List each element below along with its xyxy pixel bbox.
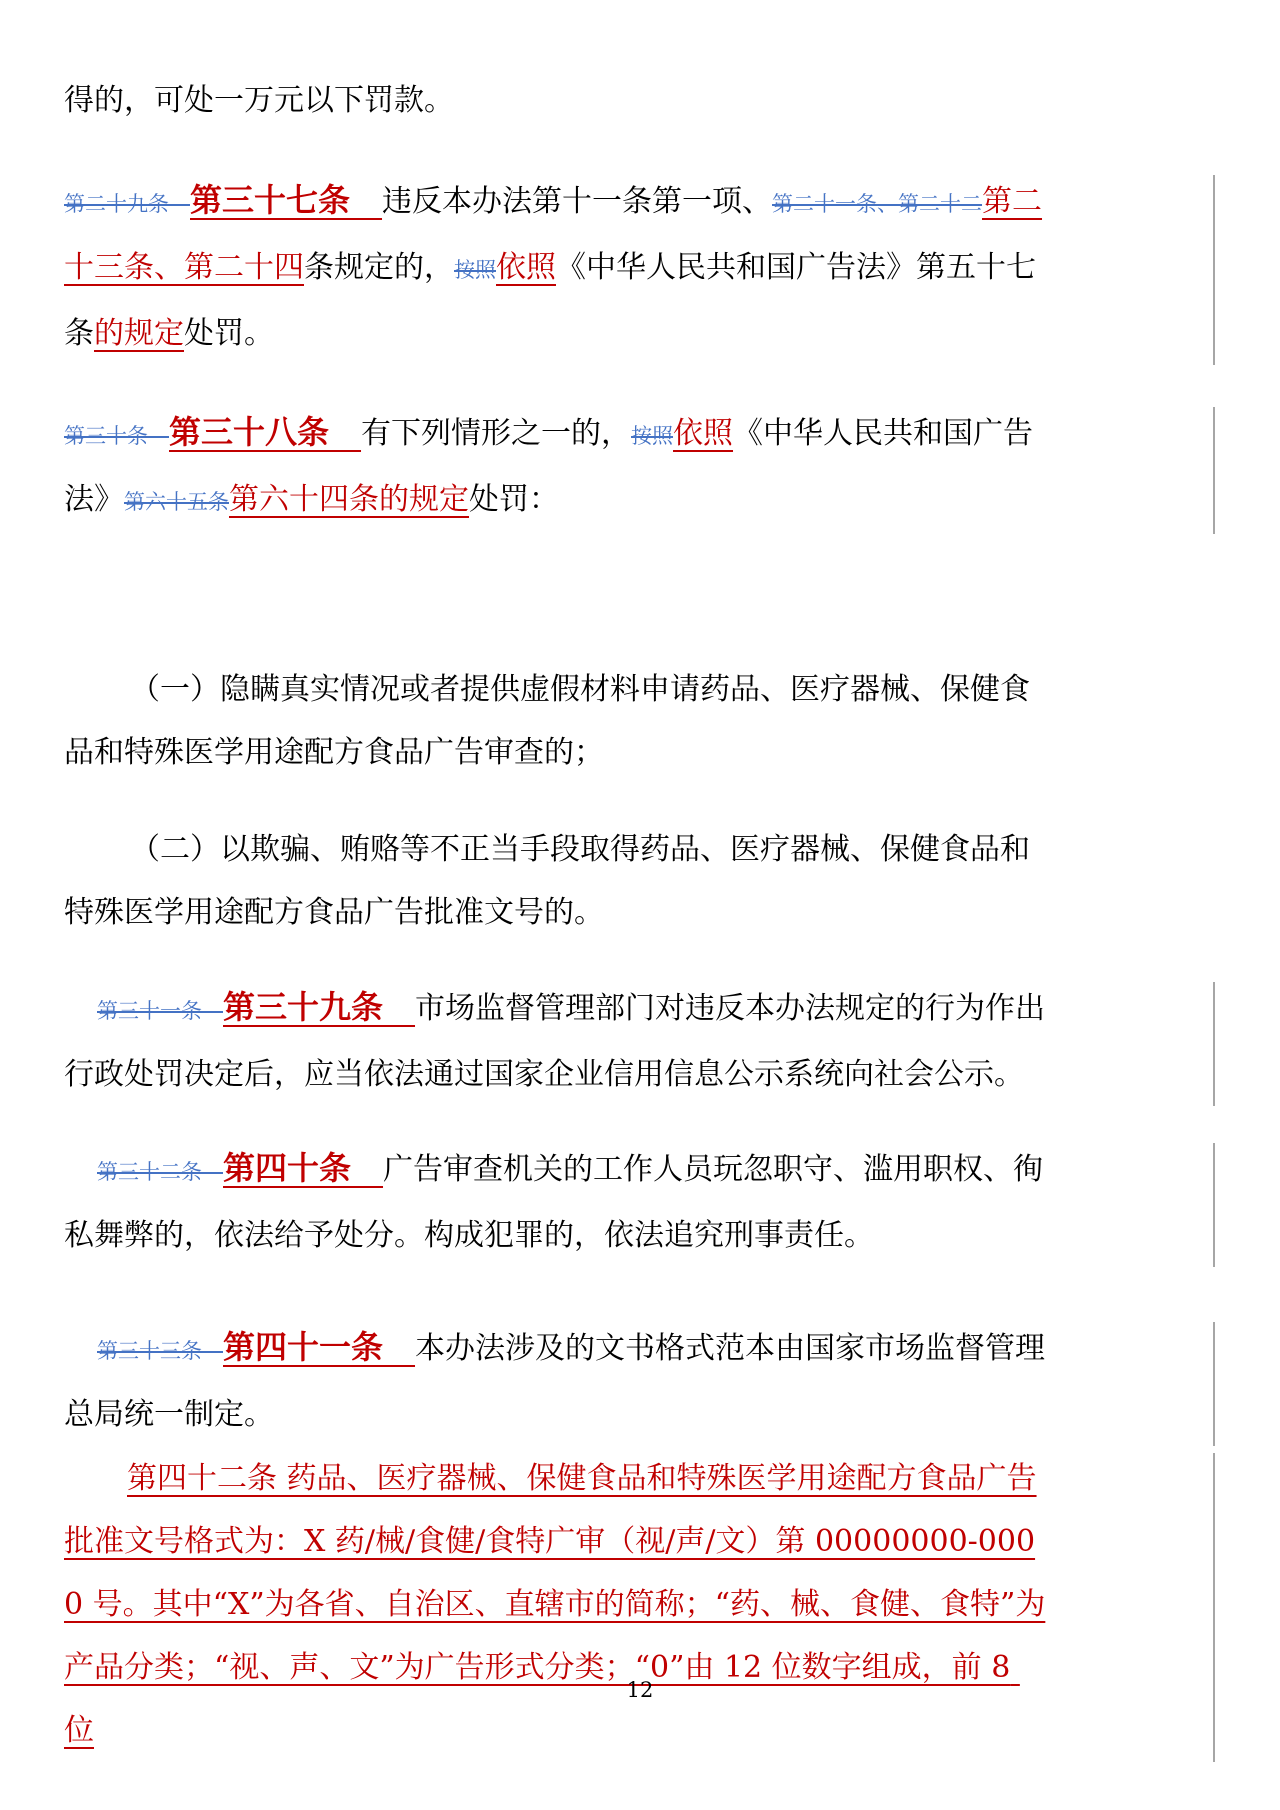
deleted-text-run: 第三十三条— — [97, 1339, 223, 1363]
paragraph-article-37 — [64, 169, 1048, 365]
deleted-text-run: 按照 — [454, 258, 496, 282]
text-run: 广告审查机关的工作人员玩忽职守、滥用职权、徇私舞弊的，依法给予处分。构成犯罪的，依法追究刑事责任。 — [64, 1152, 1044, 1253]
paragraph-article-41 — [64, 1316, 1048, 1446]
change-bar — [1213, 175, 1215, 365]
paragraph-item-2 — [64, 818, 1048, 944]
paragraph-continuation-line — [64, 69, 1048, 132]
text-run: 得的，可处一万元以下罚款。 — [64, 83, 454, 118]
deleted-text-run: 第六十五条 — [124, 490, 229, 514]
text-run: （二）以欺骗、贿赂等不正当手段取得药品、医疗器械、保健食品和特殊医学用途配方食品广告批准文号的。 — [64, 832, 1030, 930]
deleted-text-run: 第二十九条— — [64, 192, 190, 216]
text-run: 有下列情形之一的， — [361, 416, 632, 451]
paragraph-article-39 — [64, 976, 1048, 1106]
deleted-text-run: 第二十一条、第二十二 — [772, 192, 983, 216]
paragraph-article-40 — [64, 1137, 1048, 1267]
inserted-text-run: 第四十条 — [223, 1149, 384, 1187]
inserted-text-run: 第四十一条 — [223, 1328, 416, 1366]
text-run: 本办法涉及的文书格式范本由国家市场监督管理总局统一制定。 — [64, 1331, 1046, 1432]
deleted-text-run: 第三十二条— — [97, 1160, 223, 1184]
deleted-text-run: 第三十一条— — [97, 999, 223, 1023]
change-bar — [1213, 1143, 1215, 1267]
change-bar — [1213, 1322, 1215, 1446]
deleted-text-run: 按照 — [631, 424, 674, 448]
change-bar — [1213, 1453, 1215, 1762]
paragraph-item-1 — [64, 658, 1048, 784]
text-run: 违反本办法第十一条第一项、 — [382, 184, 773, 219]
text-run: 《中华人民共和国广告法》第五十七条 — [64, 250, 1036, 351]
inserted-text-run: 第三十八条 — [169, 413, 362, 451]
page-number: 12 — [626, 1678, 654, 1702]
inserted-text-run: 的规定 — [94, 316, 184, 351]
text-run: 《中华人民共和国广告法》 — [64, 416, 1034, 517]
text-run: 条规定的， — [304, 250, 454, 285]
inserted-text-run: 第六十四条的规定 — [229, 482, 469, 517]
inserted-text-run: 第三十九条 — [223, 988, 416, 1026]
inserted-text-run: 第三十七条 — [190, 181, 383, 219]
inserted-text-run: 依照 — [496, 250, 556, 285]
change-bar — [1213, 407, 1215, 534]
inserted-text-run: 第四十二条 药品、医疗器械、保健食品和特殊医学用途配方食品广告批准文号格式为：X 药/械/食健/食特广审（视/声/文）第 00000000-0000 号。其中“X”为各省、自治区、直辖市的简称；“药、械、食健、食特”为产品分类；“视、声、文”为广告形式分类；“0”由 12 位数字组成，前 8 位 — [64, 1461, 1046, 1748]
text-run: 处罚： — [469, 482, 559, 517]
paragraph-article-42 — [64, 1447, 1048, 1762]
text-run: 处罚。 — [184, 316, 274, 351]
inserted-text-run: 第二十三条、第二十四 — [64, 184, 1043, 285]
change-bar — [1213, 982, 1215, 1106]
text-run: 市场监督管理部门对违反本办法规定的行为作出行政处罚决定后，应当依法通过国家企业信用信息公示系统向社会公示。 — [64, 991, 1046, 1092]
paragraph-article-38 — [64, 401, 1048, 534]
text-run: （一）隐瞒真实情况或者提供虚假材料申请药品、医疗器械、保健食品和特殊医学用途配方食品广告审查的； — [64, 672, 1030, 770]
inserted-text-run: 依照 — [673, 416, 734, 451]
deleted-text-run: 第三十条— — [64, 424, 169, 448]
document-body — [64, 69, 1048, 1762]
